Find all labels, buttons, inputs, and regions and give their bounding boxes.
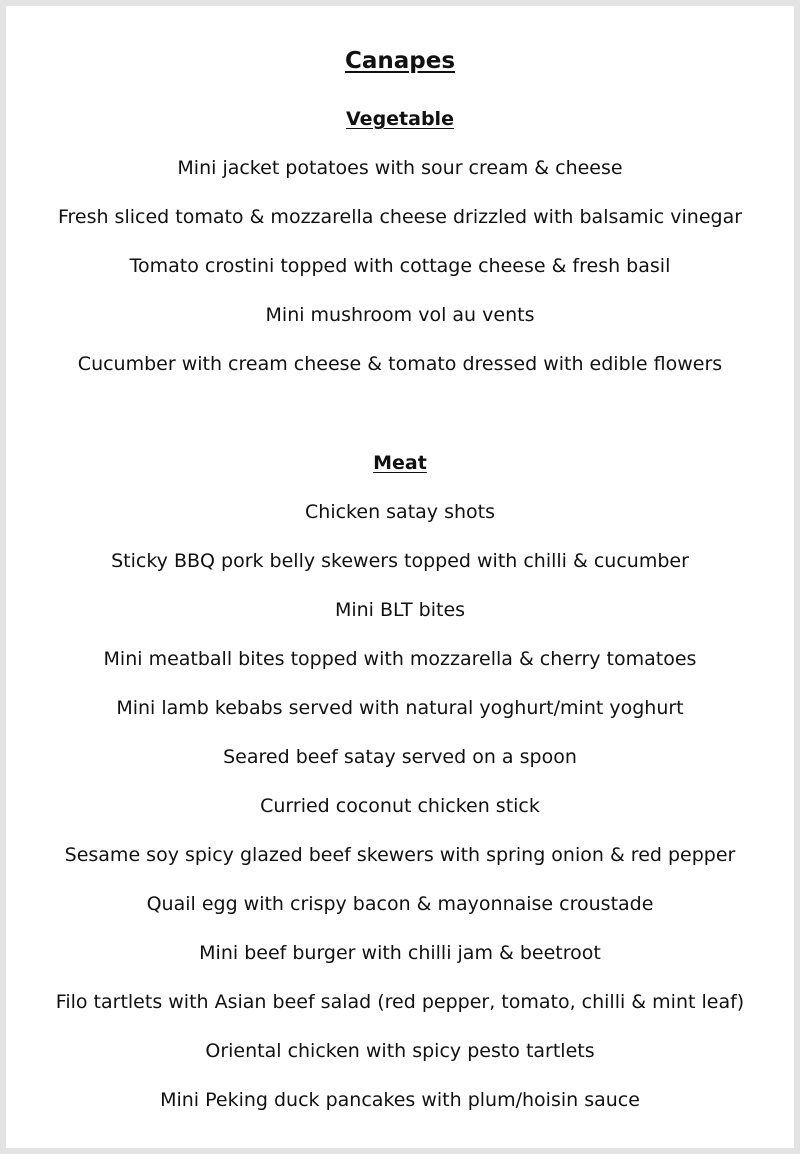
menu-item: Seared beef satay served on a spoon [223, 746, 577, 768]
section-heading-meat: Meat [373, 452, 427, 474]
menu-page [6, 6, 794, 1148]
menu-item: Cucumber with cream cheese & tomato dressed with edible flowers [77, 353, 723, 375]
menu-item: Curried coconut chicken stick [260, 795, 540, 817]
menu-item: Tomato crostini topped with cottage cheese & fresh basil [129, 255, 671, 277]
menu-item: Mini mushroom vol au vents [265, 304, 535, 326]
menu-item: Sticky BBQ pork belly skewers topped with chilli & cucumber [111, 550, 689, 572]
menu-item: Oriental chicken with spicy pesto tartlets [205, 1040, 595, 1062]
menu-item: Mini Peking duck pancakes with plum/hoisin sauce [160, 1089, 640, 1111]
menu-item: Mini BLT bites [334, 599, 466, 621]
section-heading-vegetable: Vegetable [346, 108, 454, 130]
menu-title: Canapes [344, 48, 456, 74]
menu-item: Filo tartlets with Asian beef salad (red pepper, tomato, chilli & mint leaf) [55, 991, 745, 1013]
menu-item: Mini jacket potatoes with sour cream & cheese [177, 157, 623, 179]
menu-item: Chicken satay shots [305, 501, 495, 523]
menu-item: Mini meatball bites topped with mozzarella & cherry tomatoes [103, 648, 697, 670]
menu-item: Fresh sliced tomato & mozzarella cheese drizzled with balsamic vinegar [57, 206, 743, 228]
menu-item: Quail egg with crispy bacon & mayonnaise croustade [146, 893, 654, 915]
menu-item: Sesame soy spicy glazed beef skewers with spring onion & red pepper [64, 844, 736, 866]
menu-item: Mini lamb kebabs served with natural yoghurt/mint yoghurt [116, 697, 684, 719]
menu-item: Mini beef burger with chilli jam & beetroot [199, 942, 601, 964]
